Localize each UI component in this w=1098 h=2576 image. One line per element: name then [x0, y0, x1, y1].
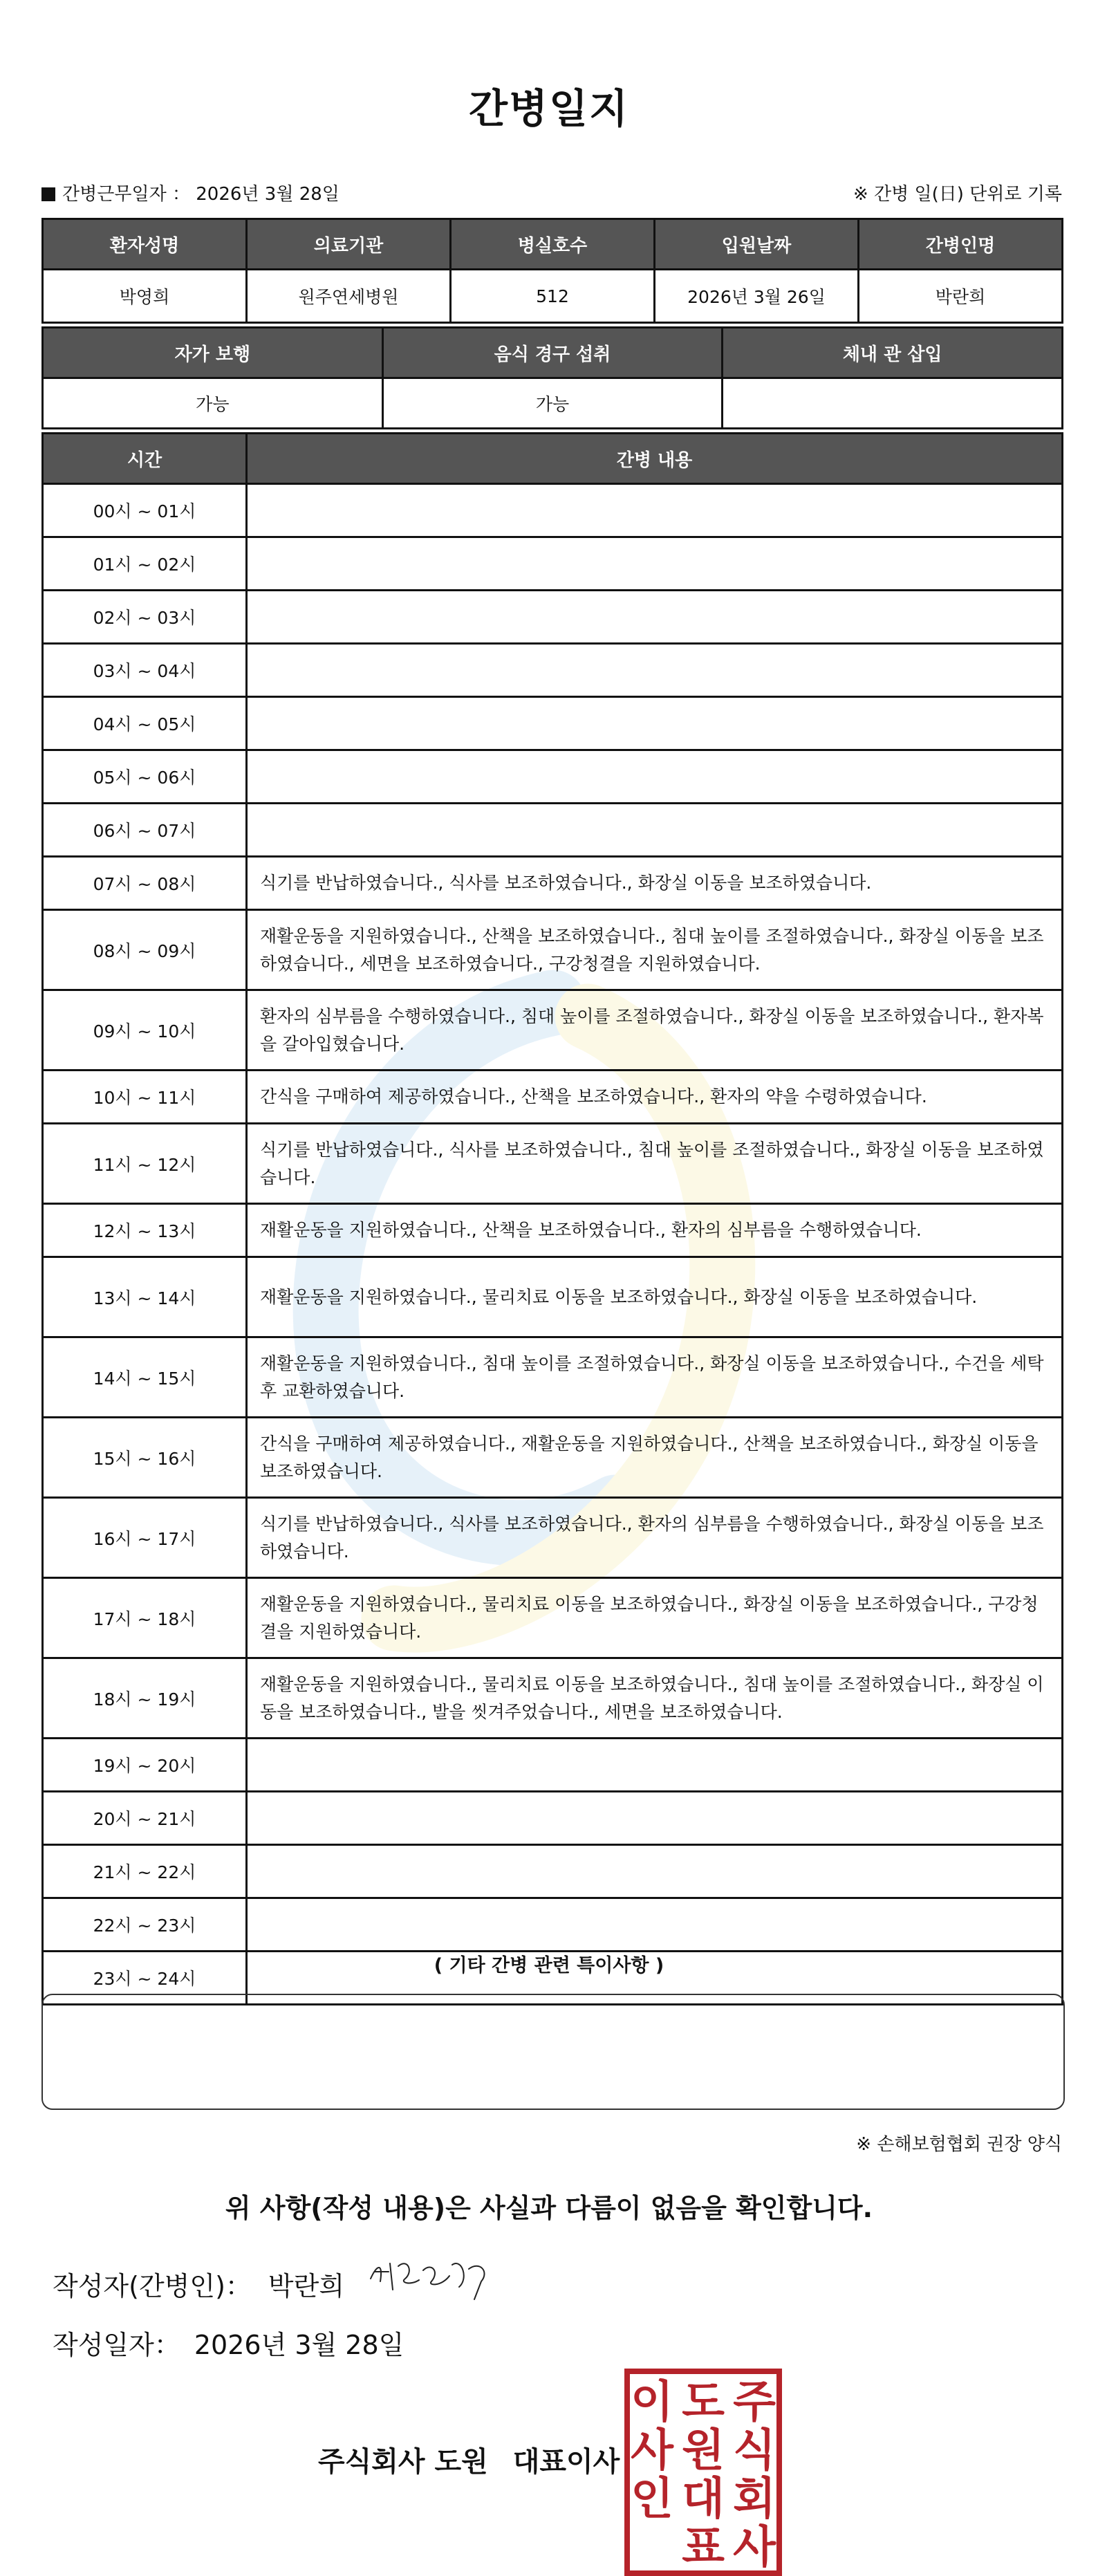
care-row-time: 10시 ~ 11시	[43, 1071, 247, 1124]
care-row-content	[247, 1898, 1063, 1952]
care-row-time: 14시 ~ 15시	[43, 1337, 247, 1418]
care-row	[43, 1739, 1063, 1792]
care-row-time: 02시 ~ 03시	[43, 591, 247, 644]
care-row	[43, 1257, 1063, 1337]
care-row-time: 20시 ~ 21시	[43, 1792, 247, 1845]
care-row-time: 12시 ~ 13시	[43, 1204, 247, 1257]
care-row-time: 03시 ~ 04시	[43, 644, 247, 697]
company-seal-stamp	[624, 2369, 782, 2576]
care-row	[43, 1418, 1063, 1498]
header-admission-date: 입원날짜	[655, 219, 859, 270]
oral-intake-value: 가능	[382, 378, 723, 429]
care-row	[43, 1124, 1063, 1204]
record-unit-note: ※ 간병 일(日) 단위로 기록	[853, 184, 1062, 205]
care-row	[43, 537, 1063, 591]
ability-table	[41, 326, 1063, 429]
writer-name: 박란희	[268, 2271, 345, 2301]
care-row	[43, 1578, 1063, 1658]
company-name: 주식회사 도원	[318, 2446, 488, 2478]
care-row-content	[247, 484, 1063, 537]
header-tube-insertion: 체내 관 삽입	[723, 328, 1063, 378]
care-row-content	[247, 644, 1063, 697]
seal-character: 식	[733, 2425, 776, 2476]
seal-character: 이	[631, 2377, 673, 2428]
care-row-content	[247, 537, 1063, 591]
seal-character: 사	[631, 2425, 673, 2476]
notes-box	[41, 1994, 1065, 2110]
care-row-content: 간식을 구매하여 제공하였습니다., 산책을 보조하였습니다., 환자의 약을 수령하였습니다.	[247, 1071, 1063, 1124]
patient-name: 박영희	[43, 270, 247, 323]
care-row	[43, 644, 1063, 697]
care-row	[43, 484, 1063, 537]
self-walking-value: 가능	[43, 378, 383, 429]
header-care-content: 간병 내용	[247, 434, 1063, 484]
care-row	[43, 990, 1063, 1071]
care-row	[43, 1845, 1063, 1898]
room-number: 512	[451, 270, 655, 323]
care-row	[43, 1898, 1063, 1952]
care-row-time: 06시 ~ 07시	[43, 804, 247, 857]
seal-character: 원	[682, 2425, 725, 2476]
care-row-content: 재활운동을 지원하였습니다., 물리치료 이동을 보조하였습니다., 화장실 이동을 보조하였습니다., 구강청결을 지원하였습니다.	[247, 1578, 1063, 1658]
care-row-content: 재활운동을 지원하였습니다., 침대 높이를 조절하였습니다., 화장실 이동을 보조하였습니다., 수건을 세탁 후 교환하였습니다.	[247, 1337, 1063, 1418]
care-row-time: 21시 ~ 22시	[43, 1845, 247, 1898]
writer-label: 작성자(간병인)：	[53, 2271, 252, 2301]
care-row-content	[247, 1845, 1063, 1898]
handwritten-signature	[365, 2251, 496, 2306]
care-row-time: 04시 ~ 05시	[43, 697, 247, 750]
care-row	[43, 857, 1063, 910]
care-row	[43, 1204, 1063, 1257]
company-line	[318, 2440, 620, 2479]
care-row-content: 환자의 심부름을 수행하였습니다., 침대 높이를 조절하였습니다., 화장실 이동을 보조하였습니다., 환자복을 갈아입혔습니다.	[247, 990, 1063, 1071]
care-row-content: 식기를 반납하였습니다., 식사를 보조하였습니다., 침대 높이를 조절하였습니다., 화장실 이동을 보조하였습니다.	[247, 1124, 1063, 1204]
seal-character: 회	[733, 2474, 776, 2525]
work-date-value: 2026년 3월 28일	[196, 184, 339, 205]
company-rep-title: 대표이사	[512, 2446, 620, 2478]
header-patient-name: 환자성명	[43, 219, 247, 270]
care-row	[43, 1498, 1063, 1578]
care-row	[43, 750, 1063, 804]
work-date-label: 간병근무일자	[62, 184, 167, 205]
care-row-time: 23시 ~ 24시	[43, 1952, 247, 2005]
seal-character: 사	[733, 2522, 776, 2573]
seal-character: 대	[682, 2474, 725, 2525]
header-oral-intake: 음식 경구 섭취	[382, 328, 723, 378]
seal-character: 도	[682, 2377, 725, 2428]
care-row	[43, 697, 1063, 750]
care-row-content: 간식을 구매하여 제공하였습니다., 재활운동을 지원하였습니다., 산책을 보조하였습니다., 화장실 이동을 보조하였습니다.	[247, 1418, 1063, 1498]
care-row-content: 식기를 반납하였습니다., 식사를 보조하였습니다., 환자의 심부름을 수행하였습니다., 화장실 이동을 보조하였습니다.	[247, 1498, 1063, 1578]
hospital-name: 원주연세병원	[247, 270, 451, 323]
care-row-time: 19시 ~ 20시	[43, 1739, 247, 1792]
confirmation-statement: 위 사항(작성 내용)은 사실과 다름이 없음을 확인합니다.	[225, 2193, 873, 2223]
care-row	[43, 1792, 1063, 1845]
care-row-content	[247, 750, 1063, 804]
care-row-time: 16시 ~ 17시	[43, 1498, 247, 1578]
work-date-info	[41, 180, 339, 205]
page-title: 간병일지	[468, 85, 630, 132]
header-self-walking: 자가 보행	[43, 328, 383, 378]
care-row	[43, 804, 1063, 857]
caregiver-name: 박란희	[859, 270, 1063, 323]
care-row-content: 재활운동을 지원하였습니다., 물리치료 이동을 보조하였습니다., 화장실 이동을 보조하였습니다.	[247, 1257, 1063, 1337]
care-row-time: 18시 ~ 19시	[43, 1658, 247, 1739]
header-time: 시간	[43, 434, 247, 484]
care-row-time: 17시 ~ 18시	[43, 1578, 247, 1658]
care-row-content	[247, 1739, 1063, 1792]
tube-insertion-value	[723, 378, 1063, 429]
patient-info-table	[41, 218, 1063, 324]
care-row-time: 00시 ~ 01시	[43, 484, 247, 537]
care-row-time: 15시 ~ 16시	[43, 1418, 247, 1498]
header-room: 병실호수	[451, 219, 655, 270]
care-row-time: 08시 ~ 09시	[43, 910, 247, 990]
square-bullet-icon	[41, 187, 55, 201]
work-date-separator: ：	[171, 184, 190, 205]
writer-line	[53, 2265, 344, 2303]
care-row-content	[247, 804, 1063, 857]
care-row-time: 22시 ~ 23시	[43, 1898, 247, 1952]
header-caregiver-name: 간병인명	[859, 219, 1063, 270]
care-row-content	[247, 697, 1063, 750]
admission-date: 2026년 3월 26일	[655, 270, 859, 323]
care-log-table	[41, 432, 1063, 2005]
seal-character: 주	[733, 2377, 776, 2428]
seal-character: 인	[631, 2474, 673, 2525]
recommend-note: ※ 손해보험협회 권장 양식	[856, 2134, 1062, 2155]
care-row	[43, 910, 1063, 990]
care-row-time: 09시 ~ 10시	[43, 990, 247, 1071]
care-row-time: 13시 ~ 14시	[43, 1257, 247, 1337]
care-row	[43, 1337, 1063, 1418]
care-row-content: 재활운동을 지원하였습니다., 산책을 보조하였습니다., 침대 높이를 조절하였습니다., 화장실 이동을 보조하였습니다., 세면을 보조하였습니다., 구강청결을 지원하였습니다.	[247, 910, 1063, 990]
care-row-content: 식기를 반납하였습니다., 식사를 보조하였습니다., 화장실 이동을 보조하였습니다.	[247, 857, 1063, 910]
write-date-line	[53, 2324, 404, 2362]
header-hospital: 의료기관	[247, 219, 451, 270]
care-row-time: 07시 ~ 08시	[43, 857, 247, 910]
care-row-content	[247, 1792, 1063, 1845]
notes-title: ( 기타 간병 관련 특이사항 )	[434, 1955, 664, 1976]
care-row-time: 05시 ~ 06시	[43, 750, 247, 804]
care-row	[43, 591, 1063, 644]
care-row-content: 재활운동을 지원하였습니다., 산책을 보조하였습니다., 환자의 심부름을 수행하였습니다.	[247, 1204, 1063, 1257]
write-date-value: 2026년 3월 28일	[194, 2330, 404, 2360]
care-row-time: 11시 ~ 12시	[43, 1124, 247, 1204]
write-date-label: 작성일자：	[53, 2330, 180, 2360]
care-row	[43, 1071, 1063, 1124]
care-row-content	[247, 591, 1063, 644]
care-row	[43, 1658, 1063, 1739]
care-row-time: 01시 ~ 02시	[43, 537, 247, 591]
seal-character: 표	[682, 2522, 725, 2573]
care-row-content: 재활운동을 지원하였습니다., 물리치료 이동을 보조하였습니다., 침대 높이를 조절하였습니다., 화장실 이동을 보조하였습니다., 발을 씻겨주었습니다., 세면을 보조하였습니다.	[247, 1658, 1063, 1739]
